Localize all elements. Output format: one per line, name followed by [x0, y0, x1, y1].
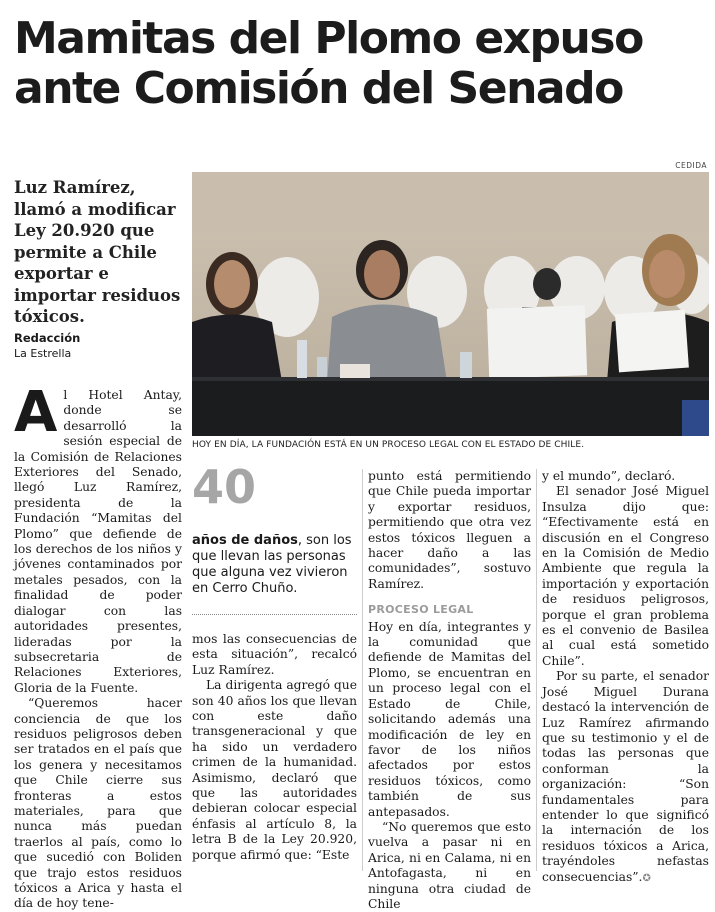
paragraph	[542, 669, 709, 886]
body-column-1	[14, 380, 182, 912]
byline-publication: La Estrella	[14, 347, 72, 360]
body-column-3	[368, 469, 531, 912]
paragraph: l Hotel Antay, donde se desarrolló la sesión especial de la Comisión de Relaciones Exteriores del Senado, llegó Luz Ramírez, presidenta de la Fundación “Mamitas del Plomo” que defiende de los derechos de los niños y jóvenes contaminados por metales pesados, con la finalidad de poder dialogar con las autoridades presentes, lideradas por la subsecretaria de Relaciones Exteriores, Gloria de la Fuente.	[14, 388, 182, 695]
paragraph: Hoy en día, integrantes y la comunidad que defiende de Mamitas del Plomo, se encuentran en un proceso legal con el Estado de Chile, solicitando además una modificación de ley en favor de los niños afectados por estos residuos tóxicos, como también de sus antepasados.	[368, 619, 531, 819]
stat-number: 40	[192, 460, 257, 514]
byline-author: Redacción	[14, 331, 81, 345]
paragraph-text: Por su parte, el senador José Miguel Durana destacó la intervención de Luz Ramírez afirmando que su testimonio y el de todas las personas que conforman la organización: “Son fundamentales para entender lo que significó la internación de los residuos tóxicos a Arica, trayéndoles nefastas consecuencias”.	[542, 669, 709, 884]
paragraph: La dirigenta agregó que son 40 años los que llevan con este daño transgeneracional y que ha sido un verdadero crimen de la humanidad. Asimismo, declaró que que las autoridades debieran colocar especial énfasis al artículo 8, la letra B de la Ley 20.920, porque afirmó que: “Este	[192, 678, 357, 862]
column-divider	[536, 469, 537, 871]
paragraph: punto está permitiendo que Chile pueda importar y exportar residuos, permitiendo que otra vez estos tóxicos lleguen a hacer daño a las comunidades”, sostuvo Ramírez.	[368, 469, 531, 591]
stat-divider	[192, 614, 357, 615]
column-divider	[362, 469, 363, 871]
paragraph: mos las consecuencias de esta situación”, recalcó Luz Ramírez.	[192, 632, 357, 677]
stat-bold: años de daños	[192, 533, 298, 548]
paragraph: y el mundo”, declaró.	[542, 469, 676, 483]
photo-illustration	[192, 172, 709, 436]
paragraph: “No queremos que esto vuelva a pasar ni en Arica, ni en Calama, ni en Antofagasta, ni en ninguna otra ciudad de Chile	[368, 819, 531, 911]
photo-credit: CEDIDA	[675, 161, 707, 170]
end-mark-icon: ✪	[642, 872, 651, 884]
subheadline: Luz Ramírez, llamó a modificar Ley 20.920 que permite a Chile exportar e importar residuos tóxicos.	[14, 178, 181, 326]
stat-callout	[192, 460, 357, 597]
paragraph: “Queremos hacer conciencia de que los residuos peligrosos deben ser tratados en el país que los genera y necesitamos que Chile cierre sus fronteras a estos materiales, para que nunca más puedan traerlos al país, como lo que sucedió con Boliden que trajo estos residuos tóxicos a Arica y hasta el día de hoy tene-	[14, 696, 182, 911]
headline: Mamitas del Plomo expuso ante Comisión del Senado	[14, 13, 643, 114]
stat-text	[192, 533, 357, 597]
photo-caption: HOY EN DÍA, LA FUNDACIÓN ESTÁ EN UN PROCESO LEGAL CON EL ESTADO DE CHILE.	[192, 440, 585, 450]
section-heading: PROCESO LEGAL	[368, 603, 474, 617]
byline	[14, 331, 184, 360]
body-column-4	[542, 469, 709, 886]
stat-rest: , son los que llevan las personas que alguna vez vivieron en Cerro Chuño.	[192, 533, 352, 596]
drop-cap: A	[14, 380, 58, 445]
article-photo	[192, 172, 709, 436]
body-column-2	[192, 632, 357, 863]
paragraph: El senador José Miguel Insulza dijo que: “Efectivamente está en discusión en el Congreso en la Comisión de Medio Ambiente que regula la importación y exportación de residuos peligrosos, porque el gran problema es el convenio de Basilea al cual está sometido Chile”.	[542, 484, 709, 668]
